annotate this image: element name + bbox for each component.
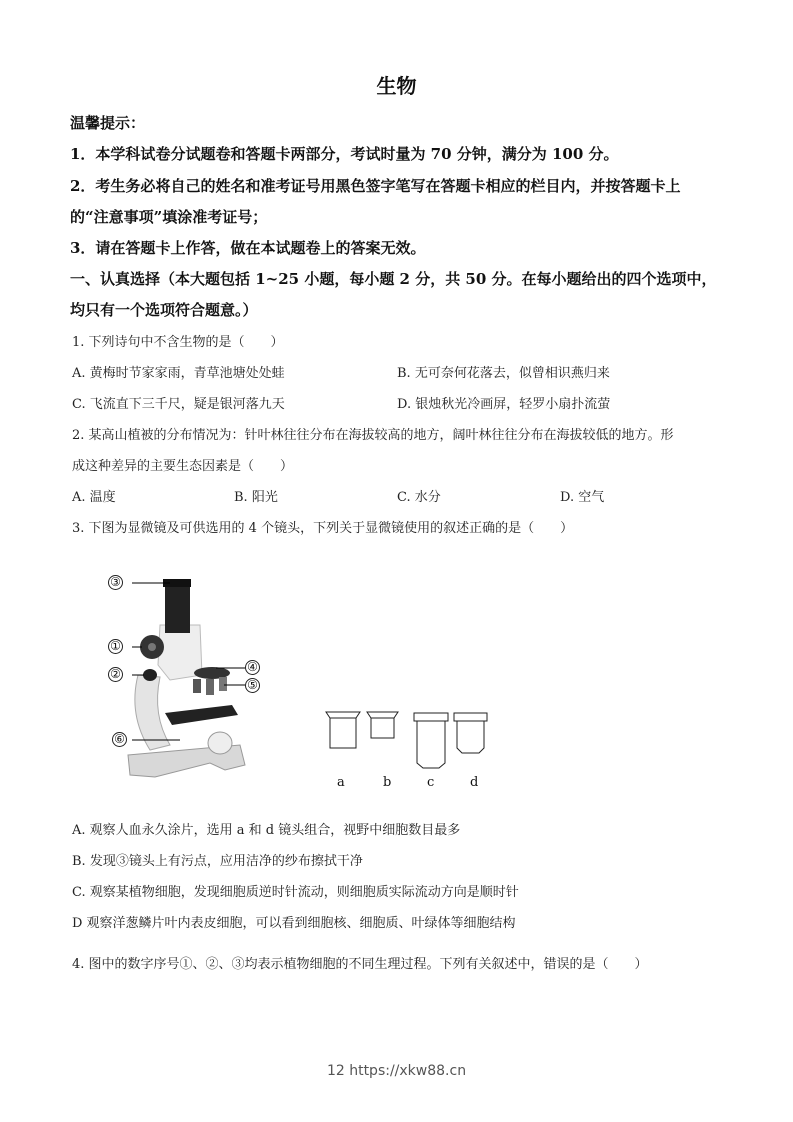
- option-a: A. 黄梅时节家家雨，青草池塘处处蛙: [72, 366, 285, 381]
- page-title: 生物: [376, 74, 417, 98]
- notice-heading: 温馨提示：: [70, 114, 146, 132]
- question-stem: 4. 图中的数字序号①、②、③均表示植物细胞的不同生理过程。下列有关叙述中，错误的是（ ）: [72, 957, 648, 972]
- option-b: B. 发现③镜头上有污点，应用洁净的纱布擦拭干净: [72, 854, 363, 869]
- question-stem: 2. 某高山植被的分布情况为：针叶林往往分布在海拔较高的地方，阔叶林往往分布在海拔较低的地方。形: [72, 428, 674, 443]
- notice-item: 1．本学科试卷分试题卷和答题卡两部分，考试时量为 70 分钟，满分为 100 分。: [70, 145, 619, 163]
- option-c: C. 飞流直下三千尺，疑是银河落九天: [72, 397, 285, 412]
- microscope-figure: [100, 565, 280, 790]
- lens-label-d: d: [470, 775, 479, 790]
- option-c: C. 水分: [397, 490, 441, 505]
- label-6: ⑥: [112, 732, 127, 747]
- option-b: B. 无可奈何花落去，似曾相识燕归来: [397, 366, 610, 381]
- lens-label-a: a: [337, 775, 345, 790]
- lens-label-b: b: [383, 775, 392, 790]
- lens-label-c: c: [427, 775, 435, 790]
- option-a: A. 温度: [72, 490, 116, 505]
- option-c: C. 观察某植物细胞，发现细胞质逆时针流动，则细胞质实际流动方向是顺时针: [72, 885, 519, 900]
- label-4: ④: [245, 660, 260, 675]
- option-d: D. 空气: [560, 490, 605, 505]
- label-5: ⑤: [245, 678, 260, 693]
- notice-item: 2．考生务必将自己的姓名和准考证号用黑色签字笔写在答题卡相应的栏目内，并按答题卡上: [70, 177, 681, 195]
- question-stem: 3. 下图为显微镜及可供选用的 4 个镜头，下列关于显微镜使用的叙述正确的是（ ）: [72, 521, 574, 536]
- label-3: ③: [108, 575, 123, 590]
- section-heading: 均只有一个选项符合题意。）: [70, 301, 258, 319]
- option-b: B. 阳光: [234, 490, 278, 505]
- question-stem: 成这种差异的主要生态因素是（ ）: [72, 459, 294, 474]
- label-1: ①: [108, 639, 123, 654]
- page-footer: 12 https://xkw88.cn: [326, 1063, 467, 1079]
- option-d: D 观察洋葱鳞片叶内表皮细胞，可以看到细胞核、细胞质、叶绿体等细胞结构: [72, 916, 516, 931]
- option-a: A. 观察人血永久涂片，选用 a 和 d 镜头组合，视野中细胞数目最多: [72, 823, 461, 838]
- label-2: ②: [108, 667, 123, 682]
- question-stem: 1. 下列诗句中不含生物的是（ ）: [72, 335, 284, 350]
- notice-item: 的“注意事项”填涂准考证号；: [70, 208, 268, 226]
- notice-item: 3．请在答题卡上作答，做在本试题卷上的答案无效。: [70, 239, 426, 257]
- lenses-figure: [320, 705, 500, 795]
- lenses-icon: [320, 705, 500, 775]
- section-heading: 一、认真选择（本大题包括 1~25 小题，每小题 2 分，共 50 分。在每小题给出的四个选项中，: [70, 270, 717, 288]
- option-d: D. 银烛秋光冷画屏，轻罗小扇扑流萤: [397, 397, 611, 412]
